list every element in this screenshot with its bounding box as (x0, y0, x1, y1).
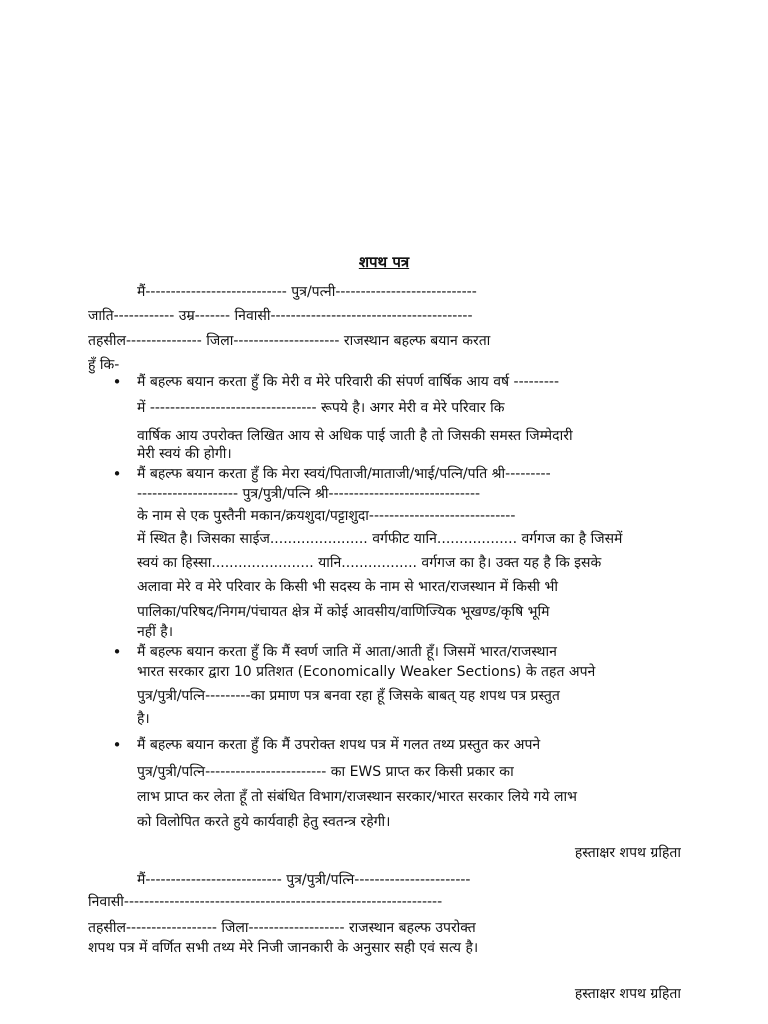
verification-line-resident: निवासी--------------------------------------------------------------- (88, 894, 443, 910)
bullet-4-line: पुत्र/पुत्री/पत्नि------------------------ का EWS प्राप्त कर किसी प्रकार का (137, 764, 514, 780)
bullet-2-line: में स्थित है। जिसका साईज...................... वर्गफीट यानि.................. वर्गगज का है जिसमें (137, 531, 623, 547)
bullet-1-line: में --------------------------------- रूपये है। अगर मेरी व मेरे परिवार कि (137, 400, 505, 416)
intro-line-tehsil: तहसील--------------- जिला--------------------- राजस्थान बहल्फ बयान करता (88, 333, 491, 349)
bullet-4-line: को विलोपित करते हुये कार्यवाही हेतु स्वतन्त्र रहेगी। (137, 814, 391, 830)
bullet-3-line: भारत सरकार द्वारा 10 प्रतिशत (Economically Weaker Sections) के तहत अपने (137, 664, 596, 680)
bullet-1-line: वार्षिक आय उपरोक्त लिखित आय से अधिक पाई जाती है तो जिसकी समस्त जिम्मेदारी (137, 428, 573, 444)
verification-line-tehsil: तहसील------------------ जिला------------------- राजस्थान बहल्फ उपरोक्त (88, 920, 476, 936)
bullet-1-line: मेरी स्वयं की होगी। (137, 446, 232, 462)
bullet-2-line: मैं बहल्फ बयान करता हुँ कि मेरा स्वयं/पिताजी/माताजी/भाई/पत्नि/पति श्री--------- (137, 466, 551, 482)
bullet-4-line: मैं बहल्फ बयान करता हुँ कि मैं उपरोक्त शपथ पत्र में गलत तथ्य प्रस्तुत कर अपने (137, 737, 541, 753)
bullet-3-line: पुत्र/पुत्री/पत्नि---------का प्रमाण पत्र बनवा रहा हूँ जिसके बाबत् यह शपथ पत्र प्रस्तुत (137, 688, 560, 704)
verification-line-name: मैं--------------------------- पुत्र/पुत्री/पत्नि----------------------- (137, 872, 471, 888)
bullet-4-line: लाभ प्राप्त कर लेता हूँ तो संबंधित विभाग/राजस्थान सरकार/भारत सरकार लिये गये लाभ (137, 789, 577, 805)
bullet-2-line: नहीं है। (137, 624, 174, 640)
bullet-2-line: स्वयं का हिस्सा....................... यानि................. वर्गगज का है। उक्त यह है कि इसके (137, 555, 602, 571)
bullet-1-line: मैं बहल्फ बयान करता हुँ कि मेरी व मेरे परिवारी की संपर्ण वार्षिक आय वर्ष --------- (137, 374, 559, 390)
verification-line-statement: शपथ पत्र में वर्णित सभी तथ्य मेरे निजी जानकारी के अनुसार सही एवं सत्य है। (88, 940, 479, 956)
intro-line-name: मैं---------------------------- पुत्र/पत्नी---------------------------- (137, 284, 477, 300)
bullet-2-line: के नाम से एक पुस्तैनी मकान/क्रयशुदा/पट्टाशुदा----------------------------- (137, 508, 516, 524)
bullet-marker: • (112, 643, 122, 661)
bullet-marker: • (112, 465, 122, 483)
bullet-marker: • (112, 736, 122, 754)
bullet-3-line: मैं बहल्फ बयान करता हुँ कि मैं स्वर्ण जाति में आता/आती हूँ। जिसमें भारत/राजस्थान (137, 644, 557, 660)
signature-label: हस्ताक्षर शपथ ग्रहिता (574, 845, 681, 861)
bullet-3-line: है। (137, 711, 150, 727)
bullet-marker: • (112, 373, 122, 391)
bullet-2-line: अलावा मेरे व मेरे परिवार के किसी भी सदस्य के नाम से भारत/राजस्थान में किसी भी (137, 579, 558, 595)
document-title: शपथ पत्र (358, 253, 410, 271)
intro-line-declare: हुँ कि- (88, 357, 120, 373)
intro-line-caste: जाति------------ उम्र------- निवासी---------------------------------------- (88, 308, 473, 324)
bullet-2-line: -------------------- पुत्र/पुत्री/पत्नि श्री------------------------------ (137, 486, 481, 502)
signature-label: हस्ताक्षर शपथ ग्रहिता (574, 986, 681, 1002)
bullet-2-line: पालिका/परिषद/निगम/पंचायत क्षेत्र में कोई आवसीय/वाणिज्यिक भूखण्ड/कृषि भूमि (137, 604, 550, 620)
